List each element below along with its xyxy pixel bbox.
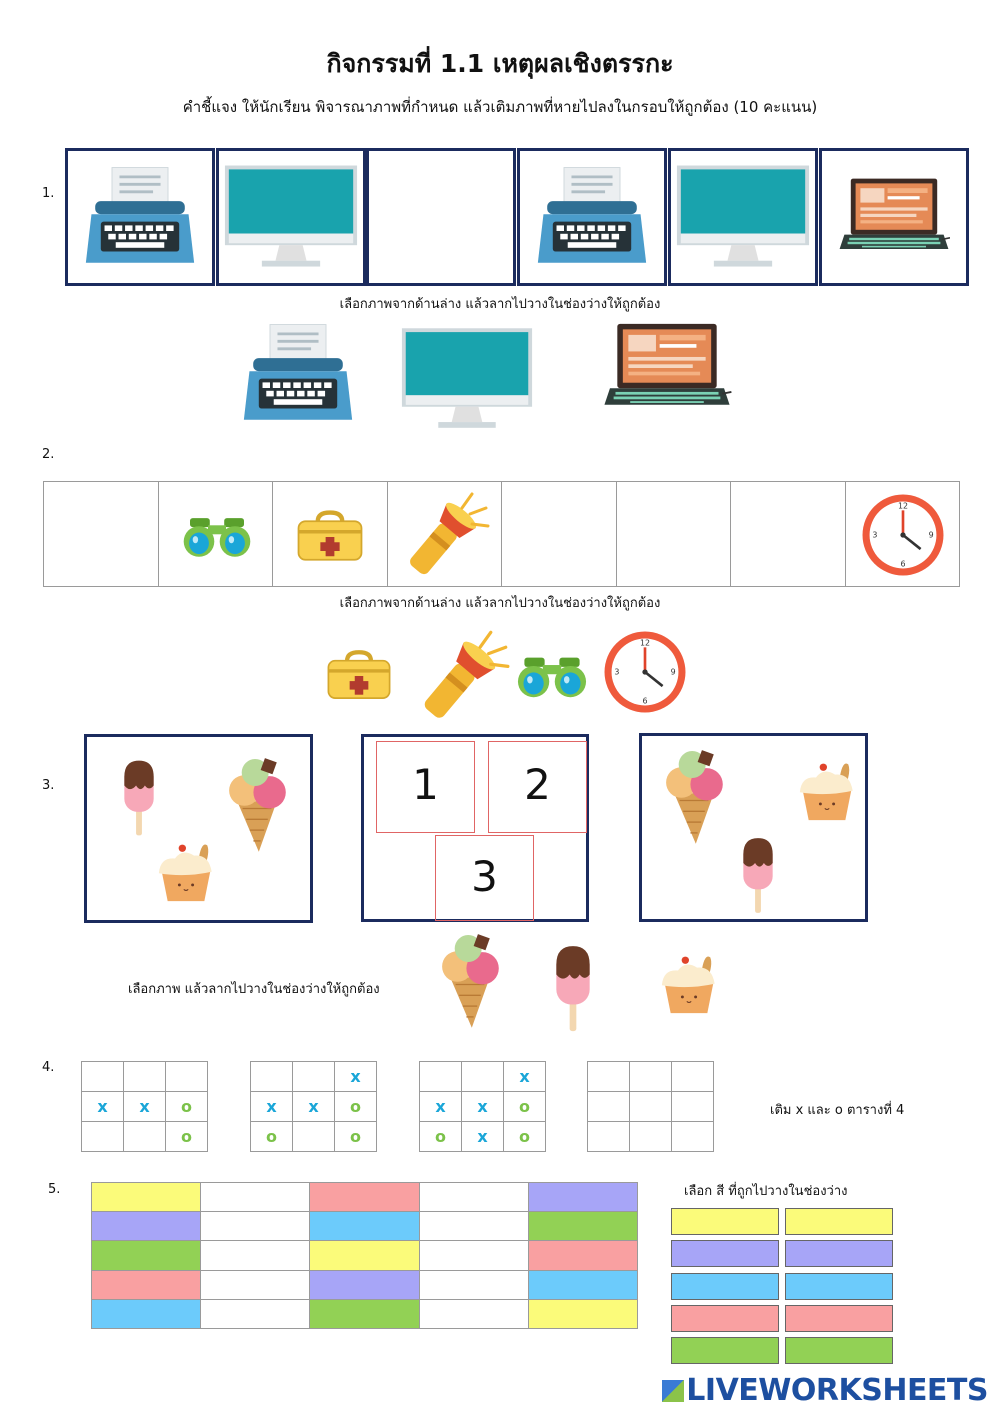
empty-cell xyxy=(251,1062,293,1092)
binoculars-icon xyxy=(181,514,253,560)
drop-slot-2-label: 2 xyxy=(524,760,551,809)
empty-cell[interactable] xyxy=(672,1092,714,1122)
clock-icon[interactable] xyxy=(600,628,690,716)
typewriter-icon[interactable] xyxy=(242,322,354,426)
color-cell-blue xyxy=(528,1270,638,1300)
drop-slot-1-label: 1 xyxy=(412,760,439,809)
drop-slot[interactable] xyxy=(501,481,617,587)
x-mark: x xyxy=(462,1122,504,1152)
x-mark: x xyxy=(420,1092,462,1122)
empty-color-slot[interactable] xyxy=(200,1299,310,1329)
x-mark: x xyxy=(124,1092,166,1122)
sequence-cell xyxy=(668,148,818,286)
empty-cell[interactable] xyxy=(588,1062,630,1092)
x-mark: x xyxy=(251,1092,293,1122)
palette-swatch-purple[interactable] xyxy=(785,1240,893,1267)
tic-tac-toe-grid-1 xyxy=(81,1061,208,1152)
color-cell-purple xyxy=(528,1182,638,1212)
palette-swatch-green[interactable] xyxy=(785,1337,893,1364)
question-5-instruction: เลือก สี ที่ถูกไปวางในช่องว่าง xyxy=(684,1184,848,1199)
drop-slot[interactable] xyxy=(43,481,159,587)
question-2-number: 2. xyxy=(42,447,55,462)
empty-cell xyxy=(82,1062,124,1092)
o-mark: o xyxy=(335,1122,377,1152)
empty-color-slot[interactable] xyxy=(419,1182,529,1212)
empty-cell[interactable] xyxy=(630,1062,672,1092)
x-mark: x xyxy=(335,1062,377,1092)
sequence-cell xyxy=(158,481,274,587)
color-cell-green xyxy=(91,1240,201,1270)
x-mark: x xyxy=(504,1062,546,1092)
first-aid-kit-icon[interactable] xyxy=(325,648,393,704)
logo-text: LIVEWORKSHEETS xyxy=(686,1373,988,1408)
empty-cell xyxy=(124,1062,166,1092)
question-4-instruction: เติม x และ o ตารางที่ 4 xyxy=(770,1103,905,1118)
cupcake-icon xyxy=(794,750,860,830)
monitor-icon xyxy=(223,159,359,275)
drop-slot-3[interactable] xyxy=(435,835,534,921)
empty-color-slot[interactable] xyxy=(419,1299,529,1329)
typewriter-icon xyxy=(84,163,196,271)
empty-color-slot[interactable] xyxy=(200,1182,310,1212)
question-2-hint: เลือกภาพจากด้านล่าง แล้วลากไปวางในช่องว่างให้ถูกต้อง xyxy=(339,596,661,611)
empty-cell xyxy=(462,1062,504,1092)
o-mark: o xyxy=(504,1092,546,1122)
o-mark: o xyxy=(335,1092,377,1122)
color-cell-purple xyxy=(309,1270,419,1300)
question-3-example-left xyxy=(84,734,313,923)
color-cell-purple xyxy=(91,1211,201,1241)
x-mark: x xyxy=(462,1092,504,1122)
laptop-icon xyxy=(838,163,950,271)
question-3-hint: เลือกภาพ แล้วลากไปวางในช่องว่างให้ถูกต้อง xyxy=(128,982,380,997)
ice-cream-cone-icon xyxy=(658,742,730,850)
question-5-number: 5. xyxy=(48,1182,61,1197)
empty-color-slot[interactable] xyxy=(419,1270,529,1300)
empty-color-slot[interactable] xyxy=(419,1240,529,1270)
typewriter-icon xyxy=(536,163,648,271)
empty-cell[interactable] xyxy=(630,1122,672,1152)
empty-cell[interactable] xyxy=(672,1122,714,1152)
drop-slot-1[interactable] xyxy=(376,741,475,833)
binoculars-icon[interactable] xyxy=(515,654,589,700)
sequence-cell xyxy=(819,148,969,286)
sequence-cell xyxy=(517,148,667,286)
drop-slot[interactable] xyxy=(366,148,516,286)
o-mark: o xyxy=(504,1122,546,1152)
question-1-number: 1. xyxy=(42,186,55,201)
sequence-cell xyxy=(216,148,366,286)
sequence-cell xyxy=(387,481,503,587)
empty-cell xyxy=(166,1062,208,1092)
monitor-icon xyxy=(675,159,811,275)
sequence-cell xyxy=(65,148,215,286)
empty-color-slot[interactable] xyxy=(419,1211,529,1241)
drop-slot[interactable] xyxy=(730,481,846,587)
drop-slot-2[interactable] xyxy=(488,741,587,833)
question-3-answer-frame xyxy=(361,734,589,922)
o-mark: o xyxy=(166,1122,208,1152)
question-1-hint: เลือกภาพจากด้านล่าง แล้วลากไปวางในช่องว่างให้ถูกต้อง xyxy=(339,297,661,312)
color-cell-pink xyxy=(528,1240,638,1270)
empty-cell[interactable] xyxy=(588,1122,630,1152)
question-4-number: 4. xyxy=(42,1060,55,1075)
empty-cell xyxy=(420,1062,462,1092)
x-mark: x xyxy=(293,1092,335,1122)
clock-icon xyxy=(859,491,947,579)
palette-swatch-blue[interactable] xyxy=(785,1273,893,1300)
drop-slot-3-label: 3 xyxy=(471,852,498,901)
color-cell-blue xyxy=(91,1299,201,1329)
empty-color-slot[interactable] xyxy=(200,1211,310,1241)
empty-cell[interactable] xyxy=(588,1092,630,1122)
first-aid-kit-icon xyxy=(295,510,365,564)
color-cell-yellow xyxy=(528,1299,638,1329)
popsicle-icon xyxy=(736,828,780,920)
question-3-example-right xyxy=(639,733,868,922)
o-mark: o xyxy=(251,1122,293,1152)
empty-cell xyxy=(293,1062,335,1092)
palette-swatch-purple[interactable] xyxy=(671,1240,779,1267)
flashlight-icon xyxy=(400,490,490,580)
logo-mark-icon xyxy=(662,1380,684,1402)
empty-color-slot[interactable] xyxy=(200,1240,310,1270)
palette-swatch-pink[interactable] xyxy=(671,1305,779,1332)
tic-tac-toe-grid-4 xyxy=(587,1061,714,1152)
color-cell-green xyxy=(528,1211,638,1241)
color-cell-green xyxy=(309,1299,419,1329)
x-mark: x xyxy=(82,1092,124,1122)
palette-swatch-blue[interactable] xyxy=(671,1273,779,1300)
empty-cell[interactable] xyxy=(672,1062,714,1092)
o-mark: o xyxy=(166,1092,208,1122)
color-cell-yellow xyxy=(91,1182,201,1212)
sequence-cell xyxy=(845,481,961,587)
cupcake-icon xyxy=(153,829,219,913)
flashlight-icon[interactable] xyxy=(414,628,510,724)
liveworksheets-logo xyxy=(662,1373,988,1408)
empty-cell xyxy=(124,1122,166,1152)
palette-swatch-yellow[interactable] xyxy=(671,1208,779,1235)
ice-cream-cone-icon[interactable] xyxy=(434,928,506,1032)
color-cell-yellow xyxy=(309,1240,419,1270)
monitor-icon[interactable] xyxy=(400,322,534,436)
drop-slot[interactable] xyxy=(616,481,732,587)
empty-cell xyxy=(293,1122,335,1152)
color-cell-blue xyxy=(309,1211,419,1241)
instructions: คำชี้แจง ให้นักเรียน พิจารณาภาพที่กำหนด แล้วเติมภาพที่หายไปลงในกรอบให้ถูกต้อง (10 คะแนน) xyxy=(182,98,818,116)
empty-cell[interactable] xyxy=(630,1092,672,1122)
empty-color-slot[interactable] xyxy=(200,1270,310,1300)
page-title: กิจกรรมที่ 1.1 เหตุผลเชิงตรรกะ xyxy=(326,49,674,78)
o-mark: o xyxy=(420,1122,462,1152)
tic-tac-toe-grid-3 xyxy=(419,1061,546,1152)
palette-swatch-pink[interactable] xyxy=(785,1305,893,1332)
cupcake-icon[interactable] xyxy=(656,942,722,1024)
color-cell-pink xyxy=(309,1182,419,1212)
laptop-icon[interactable] xyxy=(600,322,734,414)
palette-swatch-green[interactable] xyxy=(671,1337,779,1364)
tic-tac-toe-grid-2 xyxy=(250,1061,377,1152)
empty-cell xyxy=(82,1122,124,1152)
question-3-number: 3. xyxy=(42,778,55,793)
palette-swatch-yellow[interactable] xyxy=(785,1208,893,1235)
popsicle-icon[interactable] xyxy=(548,940,598,1034)
sequence-cell xyxy=(272,481,388,587)
color-cell-pink xyxy=(91,1270,201,1300)
ice-cream-cone-icon xyxy=(221,749,293,859)
